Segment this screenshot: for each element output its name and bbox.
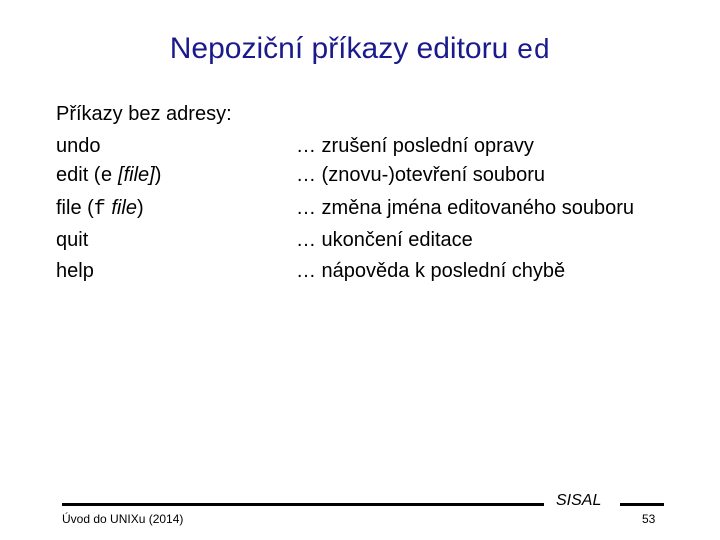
command-suffix: )	[136, 197, 144, 219]
footer-divider	[62, 503, 544, 506]
command-name: file (	[56, 197, 94, 219]
title-text: Nepoziční příkazy editoru	[169, 32, 517, 65]
command-code: f	[93, 198, 106, 221]
command-name: help	[56, 260, 94, 282]
command-help-desc: … nápověda k poslední chybě	[296, 260, 566, 282]
command-quit	[56, 229, 88, 252]
command-arg: file	[105, 197, 137, 219]
footer-sisal: SISAL	[556, 492, 602, 509]
command-file	[56, 197, 144, 221]
command-name: edit (	[56, 164, 101, 186]
command-edit	[56, 164, 161, 188]
command-name: quit	[56, 229, 89, 251]
command-undo	[56, 135, 101, 158]
intro-text: Příkazy bez adresy:	[56, 103, 232, 125]
command-edit-desc: … (znovu-)otevření souboru	[296, 164, 546, 186]
command-code: e	[100, 165, 113, 188]
command-arg: [file]	[112, 164, 155, 186]
page-number: 53	[642, 512, 656, 526]
command-name: undo	[56, 135, 101, 157]
command-undo-desc: … zrušení poslední opravy	[296, 135, 534, 157]
command-quit-desc: … ukončení editace	[296, 229, 473, 251]
command-help	[56, 260, 94, 283]
footer-course: Úvod do UNIXu (2014)	[62, 512, 184, 526]
command-suffix: )	[154, 164, 162, 186]
title-code: ed	[516, 36, 551, 67]
footer-divider-right	[620, 503, 664, 506]
command-file-desc: … změna jména editovaného souboru	[296, 197, 634, 219]
slide-title	[0, 32, 720, 67]
